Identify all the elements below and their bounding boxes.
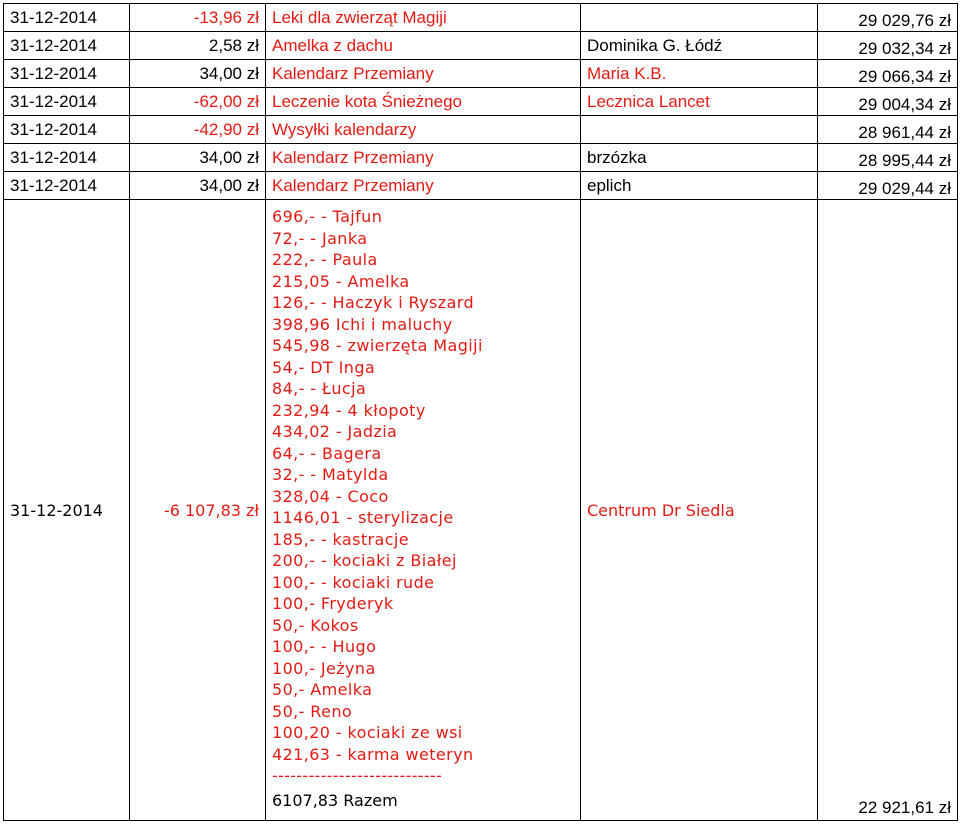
breakdown-list xyxy=(272,206,574,765)
breakdown-item: 1146,01 - sterylizacje xyxy=(272,508,454,527)
breakdown-item: 72,- - Janka xyxy=(272,228,368,248)
summary-breakdown xyxy=(266,200,581,821)
summary-balance: 22 921,61 zł xyxy=(818,200,958,821)
row-recipient: Maria K.B. xyxy=(581,60,818,88)
row-amount: 34,00 zł xyxy=(130,144,266,172)
table-row xyxy=(4,32,958,60)
row-description: Amelka z dachu xyxy=(266,32,581,60)
breakdown-item: 100,- Jeżyna xyxy=(272,658,376,678)
breakdown-item: 696,- - Tajfun xyxy=(272,207,383,226)
breakdown-item: 50,- Kokos xyxy=(272,615,359,635)
breakdown-item: 100,- Fryderyk xyxy=(272,594,394,613)
table-row xyxy=(4,88,958,116)
row-amount: 34,00 zł xyxy=(130,60,266,88)
breakdown-item: 54,- DT Inga xyxy=(272,357,376,377)
breakdown-item: 232,94 - 4 kłopoty xyxy=(272,400,426,420)
table-row xyxy=(4,4,958,32)
row-description: Kalendarz Przemiany xyxy=(266,60,581,88)
row-recipient xyxy=(581,116,818,144)
table-row xyxy=(4,144,958,172)
summary-row xyxy=(4,200,958,821)
row-balance: 28 995,44 zł xyxy=(818,144,958,172)
row-date: 31-12-2014 xyxy=(4,88,130,116)
row-description: Kalendarz Przemiany xyxy=(266,144,581,172)
row-balance: 29 029,44 zł xyxy=(818,172,958,200)
table-row xyxy=(4,60,958,88)
transactions-body xyxy=(4,4,958,821)
breakdown-item: 100,20 - kociaki ze wsi xyxy=(272,723,463,742)
row-recipient: Dominika G. Łódź xyxy=(581,32,818,60)
row-description: Kalendarz Przemiany xyxy=(266,172,581,200)
breakdown-item: 545,98 - zwierzęta Magiji xyxy=(272,336,483,355)
breakdown-item: 100,- - kociaki rude xyxy=(272,572,435,592)
breakdown-item: 398,96 Ichi i maluchy xyxy=(272,314,453,334)
row-amount: -62,00 zł xyxy=(130,88,266,116)
breakdown-item: 185,- - kastracje xyxy=(272,529,410,549)
breakdown-total: 6107,83 Razem xyxy=(272,790,398,810)
row-balance: 28 961,44 zł xyxy=(818,116,958,144)
row-description: Wysyłki kalendarzy xyxy=(266,116,581,144)
row-date: 31-12-2014 xyxy=(4,172,130,200)
breakdown-item: 50,- Amelka xyxy=(272,680,373,699)
row-date: 31-12-2014 xyxy=(4,32,130,60)
summary-date: 31-12-2014 xyxy=(4,200,130,821)
row-recipient: eplich xyxy=(581,172,818,200)
breakdown-item: 434,02 - Jadzia xyxy=(272,422,398,441)
row-amount: -42,90 zł xyxy=(130,116,266,144)
breakdown-item: 32,- - Matylda xyxy=(272,465,389,484)
breakdown-item: 215,05 - Amelka xyxy=(272,271,410,291)
breakdown-item: 421,63 - karma weteryn xyxy=(272,744,474,764)
row-date: 31-12-2014 xyxy=(4,4,130,32)
breakdown-item: 50,- Reno xyxy=(272,701,353,721)
row-amount: 2,58 zł xyxy=(130,32,266,60)
table-row xyxy=(4,116,958,144)
row-balance: 29 066,34 zł xyxy=(818,60,958,88)
row-balance: 29 032,34 zł xyxy=(818,32,958,60)
breakdown-item: 84,- - Łucja xyxy=(272,379,367,398)
row-description: Leczenie kota Śnieżnego xyxy=(266,88,581,116)
breakdown-separator: ---------------------------- xyxy=(272,766,443,785)
row-balance: 29 029,76 zł xyxy=(818,4,958,32)
row-date: 31-12-2014 xyxy=(4,144,130,172)
row-amount: -13,96 zł xyxy=(130,4,266,32)
summary-recipient: Centrum Dr Siedla xyxy=(581,200,818,821)
breakdown-item: 64,- - Bagera xyxy=(272,443,382,463)
row-date: 31-12-2014 xyxy=(4,116,130,144)
breakdown-item: 200,- - kociaki z Białej xyxy=(272,551,457,570)
breakdown-item: 126,- - Haczyk i Ryszard xyxy=(272,293,475,312)
row-recipient xyxy=(581,4,818,32)
row-amount: 34,00 zł xyxy=(130,172,266,200)
row-description: Leki dla zwierząt Magiji xyxy=(266,4,581,32)
transactions-table xyxy=(3,3,958,821)
row-recipient: brzózka xyxy=(581,144,818,172)
breakdown-item: 222,- - Paula xyxy=(272,250,378,269)
row-balance: 29 004,34 zł xyxy=(818,88,958,116)
row-recipient: Lecznica Lancet xyxy=(581,88,818,116)
row-date: 31-12-2014 xyxy=(4,60,130,88)
table-row xyxy=(4,172,958,200)
breakdown-item: 100,- - Hugo xyxy=(272,637,377,656)
breakdown-item: 328,04 - Coco xyxy=(272,486,389,506)
summary-amount: -6 107,83 zł xyxy=(130,200,266,821)
